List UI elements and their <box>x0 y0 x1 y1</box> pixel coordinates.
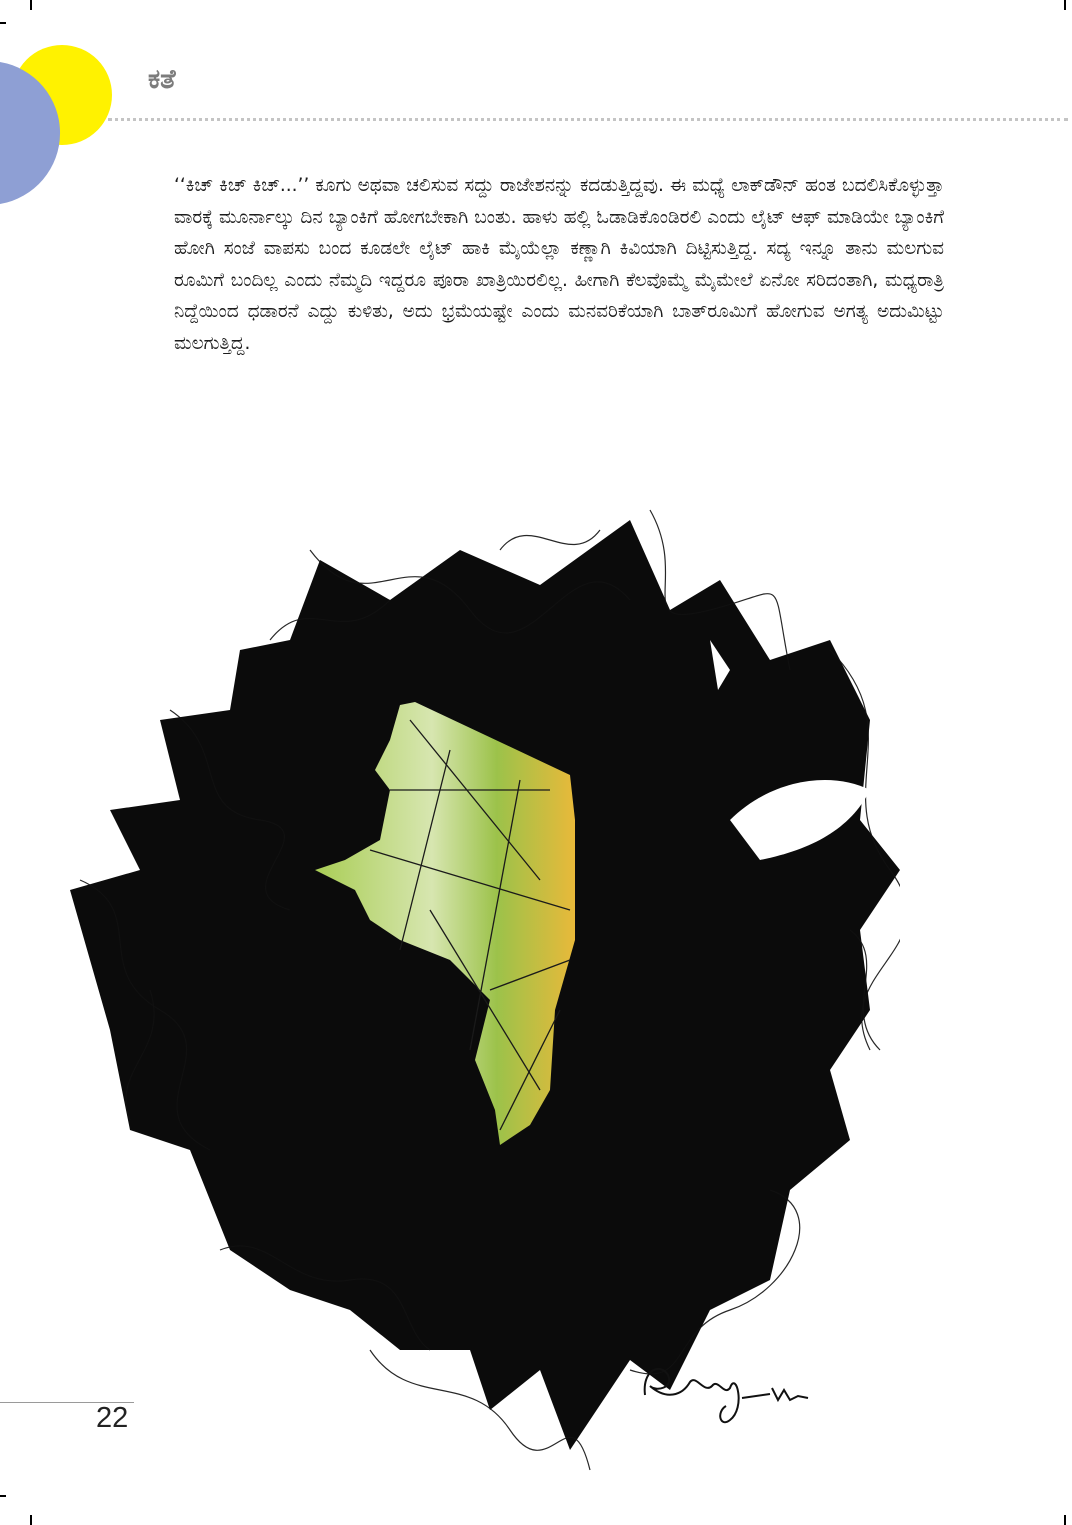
crop-mark <box>1064 0 1066 10</box>
page-number: 22 <box>96 1402 129 1434</box>
story-paragraph: ‘‘ಕಿಚ್ ಕಿಚ್ ಕಿಚ್...’’ ಕೂಗು ಅಥವಾ ಚಲಿಸುವ ಸದ್ದು ರಾಜೇಶನನ್ನು ಕದಡುತ್ತಿದ್ದವು. ಈ ಮಧ್ಯೆ ಲಾಕ್‌ಡೌನ್ ಹಂತ ಬದಲಿಸಿಕೊಳ್ಳುತ್ತಾ ವಾರಕ್ಕೆ ಮೂರ್ನಾಲ್ಕು ದಿನ ಬ್ಯಾಂಕಿಗೆ ಹೋಗಬೇಕಾಗಿ ಬಂತು. ಹಾಳು ಹಲ್ಲಿ ಓಡಾಡಿಕೊಂಡಿರಲಿ ಎಂದು ಲೈಟ್ ಆಫ್ ಮಾಡಿಯೇ ಬ್ಯಾಂಕಿಗೆ ಹೋಗಿ ಸಂಜೆ ವಾಪಸು ಬಂದ ಕೂಡಲೇ ಲೈಟ್ ಹಾಕಿ ಮೈಯೆಲ್ಲಾ ಕಣ್ಣಾಗಿ ಕಿವಿಯಾಗಿ ದಿಟ್ಟಿಸುತ್ತಿದ್ದ. ಸದ್ಯ ಇನ್ನೂ ತಾನು ಮಲಗುವ ರೂಮಿಗೆ ಬಂದಿಲ್ಲ ಎಂದು ನೆಮ್ಮದಿ ಇದ್ದರೂ ಪೂರಾ ಖಾತ್ರಿಯಿರಲಿಲ್ಲ. ಹೀಗಾಗಿ ಕೆಲವೊಮ್ಮೆ ಮೈಮೇಲೆ ಏನೋ ಸರಿದಂತಾಗಿ, ಮಧ್ಯರಾತ್ರಿ ನಿದ್ದೆಯಿಂದ ಧಡಾರನೆ ಎದ್ದು ಕುಳಿತು, ಅದು ಭ್ರಮೆಯಷ್ಟೇ ಎಂದು ಮನವರಿಕೆಯಾಗಿ ಬಾತ್‌ರೂಮಿಗೆ ಹೋಗುವ ಅಗತ್ಯ ಅದುಮಿಟ್ಟು ಮಲಗುತ್ತಿದ್ದ. <box>174 175 944 354</box>
crop-mark <box>1064 1515 1066 1525</box>
decorative-circles <box>0 40 140 220</box>
crop-mark <box>0 1495 6 1497</box>
artist-signature <box>645 1369 808 1422</box>
crop-mark <box>30 0 32 10</box>
crop-mark <box>0 22 6 24</box>
section-label: ಕತೆ <box>148 64 176 95</box>
dotted-divider <box>108 118 1068 121</box>
scribble-illustration <box>70 490 900 1490</box>
crop-mark <box>30 1515 32 1525</box>
